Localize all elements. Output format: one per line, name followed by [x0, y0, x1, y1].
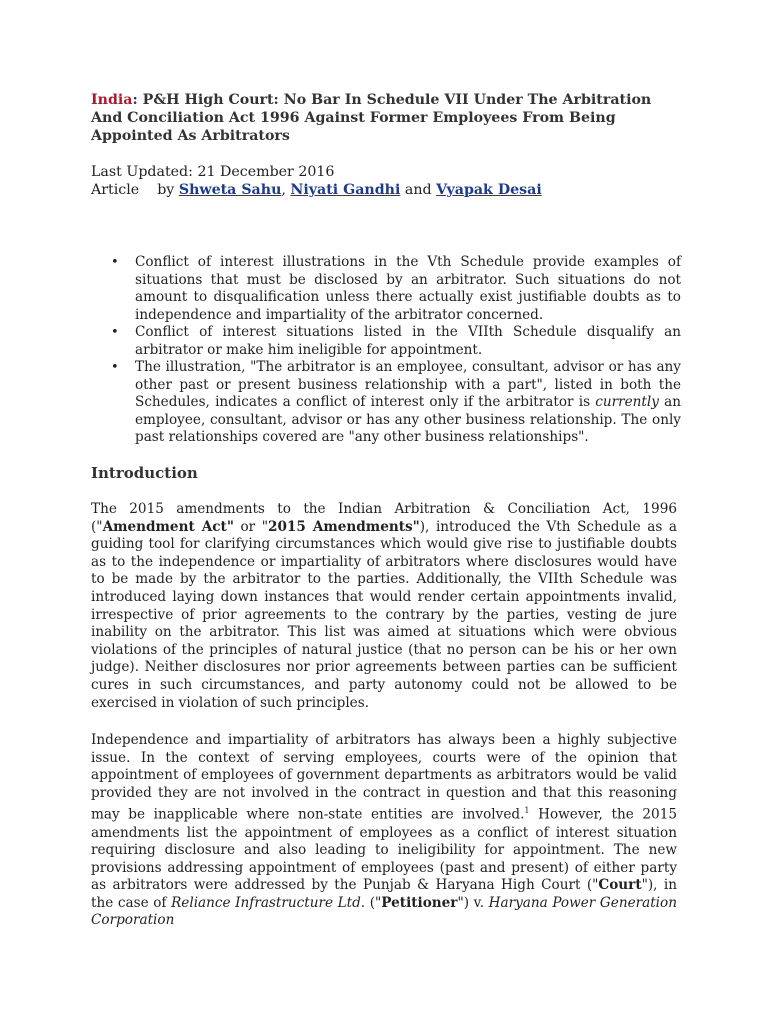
- paragraph: The 2015 amendments to the Indian Arbitration & Conciliation Act, 1996 ("Amendment Act" or "2015 Amendments"), introduced the Vth Schedule as a guiding tool for clarifying circumstances which would give rise to justifiable doubts as to the independence or impartiality of arbitrators where disclosures would have to be made by the arbitrator to the parties. Additionally, the VIIth Schedule was introduced laying down instances that would render certain appointments invalid, irrespective of prior agreements to the contrary by the parties, vesting de jure inability on the arbitrator. This list was aimed at situations which were obvious violations of the principles of natural justice (that no person can be his or her own judge). Neither disclosures nor prior agreements between parties can be sufficient cures in such circumstances, and party autonomy could not be allowed to be exercised in violation of such principles.: [91, 501, 677, 711]
- footnote-ref[interactable]: 1: [524, 806, 530, 816]
- country-tag[interactable]: India: [91, 92, 133, 108]
- list-item: • Conflict of interest situations listed in the VIIth Schedule disqualify an arbitrator or make him ineligible for appointment.: [135, 324, 681, 359]
- paragraph: Independence and impartiality of arbitrators has always been a highly subjective issue. In the context of serving employees, courts were of the opinion that appointment of employees of government departments as arbitrators would be valid provided they are not involved in the contract in question and that this reasoning may be inapplicable where non-state entities are involved.$^1$ However, the 2015 amendments list the appointment of employees as a conflict of interest situation requiring disclosure and also leading to ineligibility for appointment. The new provisions addressing appointment of employees (past and present) of either party as arbitrators were addressed by the Punjab & Haryana High Court ("Court"), in the case of Reliance Infrastructure Ltd. ("Petitioner") v. Haryana Power Generation Corporation: [91, 732, 677, 929]
- author-link[interactable]: Shweta Sahu: [178, 182, 282, 198]
- last-updated: Last Updated: 21 December 2016: [91, 164, 335, 180]
- summary-bullets: [91, 254, 681, 447]
- author-link[interactable]: Vyapak Desai: [436, 182, 542, 198]
- author-link[interactable]: Niyati Gandhi: [290, 182, 401, 198]
- article-meta: [91, 163, 691, 199]
- title-text: P&H High Court: No Bar In Schedule VII Under The Arbitration And Conciliation Act 1996 Against Former Employees From Being Appointed As Arbitrators: [91, 92, 652, 144]
- last-updated-date: 21 December 2016: [197, 164, 335, 180]
- section-heading: Introduction: [91, 464, 198, 482]
- list-item: • Conflict of interest illustrations in the Vth Schedule provide examples of situations that must be disclosed by an arbitrator. Such situations do not amount to disqualification unless there actually exist justifiable doubts as to independence and impartiality of the arbitrator concerned.: [135, 254, 681, 324]
- list-item: • The illustration, "The arbitrator is an employee, consultant, advisor or has any other past or present business relationship with a part", listed in both the Schedules, indicates a conflict of interest only if the arbitrator is currently an employee, consultant, advisor or has any other business relationship. The only past relationships covered are "any other business relationships".: [135, 359, 681, 447]
- article-title: India: P&H High Court: No Bar In Schedule VII Under The Arbitration And Conciliation Act 1996 Against Former Employees From Being Appointed As Arbitrators: [91, 92, 652, 144]
- byline: Article by Shweta Sahu, Niyati Gandhi and Vyapak Desai: [91, 182, 542, 198]
